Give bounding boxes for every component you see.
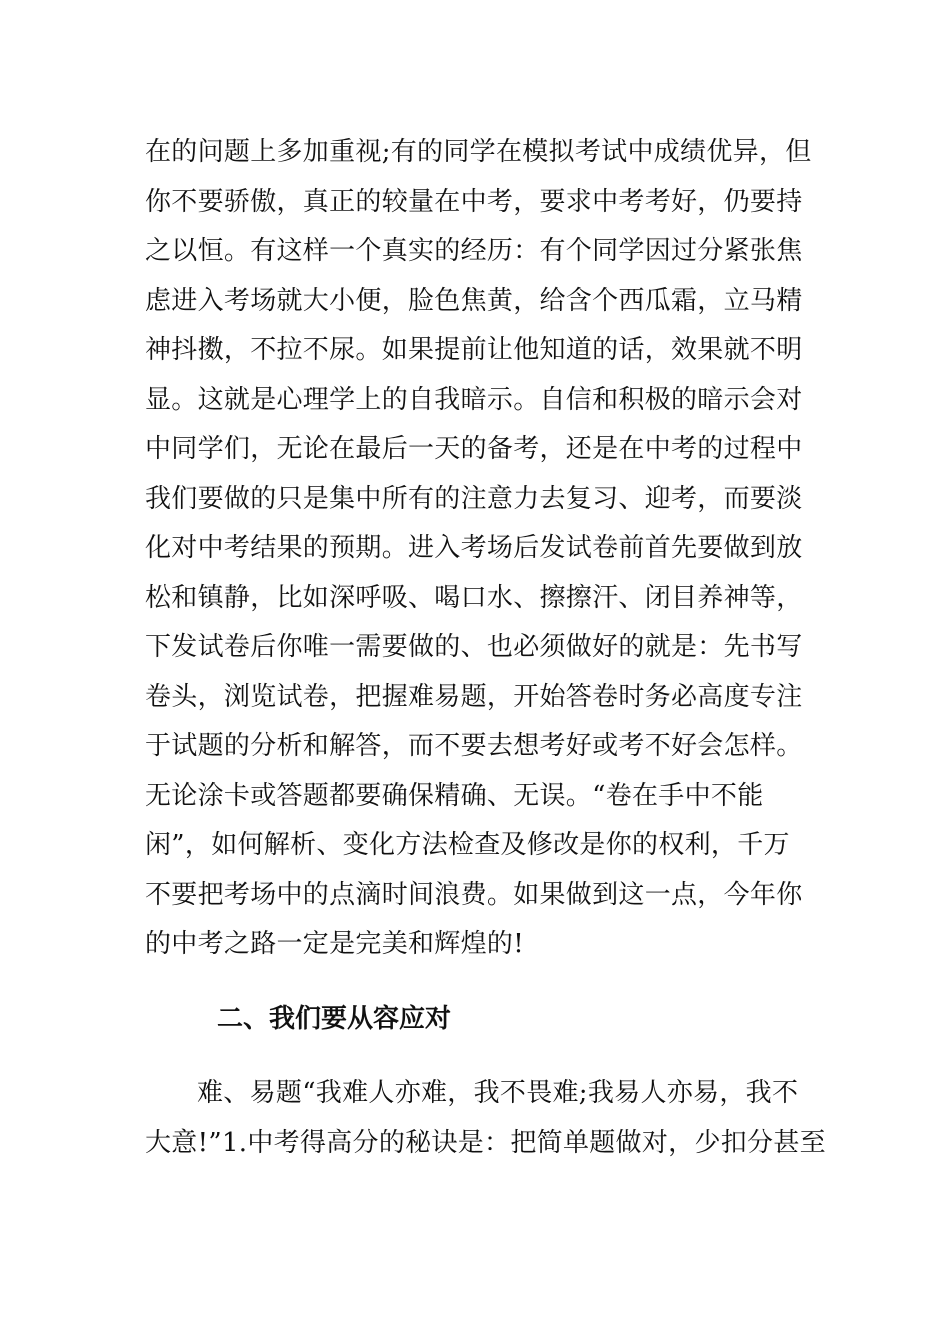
text-line: 闲”，如何解析、变化方法检查及修改是你的权利，千万	[145, 830, 790, 860]
text-line: 虑进入考场就大小便，脸色焦黄，给含个西瓜霜，立马精	[145, 285, 803, 316]
text-line: 中同学们，无论在最后一天的备考，还是在中考的过程中	[145, 434, 803, 464]
text-line: 于试题的分析和解答，而不要去想考好或考不好会怎样。	[145, 731, 803, 761]
text-line: 卷头，浏览试卷，把握难易题，开始答卷时务必高度专注	[145, 681, 803, 712]
paragraph-spacer	[145, 1044, 809, 1069]
text-line: 无论涂卡或答题都要确保精确、无误。“卷在手中不能	[145, 780, 764, 811]
paragraph-2	[145, 1069, 826, 1168]
text-line: 你不要骄傲，真正的较量在中考，要求中考考好，仍要持	[145, 186, 803, 217]
section-heading: 二、我们要从容应对	[217, 1003, 452, 1034]
text-line: 不要把考场中的点滴时间浪费。如果做到这一点，今年你	[145, 879, 803, 910]
text-line: 下发试卷后你唯一需要做的、也必须做好的就是：先书写	[145, 632, 803, 662]
text-line: 神抖擞，不拉不尿。如果提前让他知道的话，效果就不明	[145, 335, 803, 365]
text-line: 大意!”1.中考得高分的秘诀是：把简单题做对，少扣分甚至	[145, 1127, 826, 1158]
text-line: 难、易题“我难人亦难，我不畏难;我易人亦易，我不	[197, 1078, 799, 1108]
text-line: 显。这就是心理学上的自我暗示。自信和积极的暗示会对	[145, 384, 803, 415]
text-line: 化对中考结果的预期。进入考场后发试卷前首先要做到放	[145, 533, 803, 563]
text-line: 的中考之路一定是完美和辉煌的!	[145, 929, 524, 959]
paragraph-spacer	[145, 970, 809, 995]
text-line: 之以恒。有这样一个真实的经历：有个同学因过分紧张焦	[145, 236, 803, 266]
document-body	[145, 128, 826, 1168]
paragraph-1	[145, 128, 812, 970]
text-line: 我们要做的只是集中所有的注意力去复习、迎考，而要淡	[145, 483, 803, 514]
text-line: 在的问题上多加重视;有的同学在模拟考试中成绩优异，但	[145, 137, 812, 167]
text-line: 松和镇静，比如深呼吸、喝口水、擦擦汗、闭目养神等，	[145, 582, 803, 613]
